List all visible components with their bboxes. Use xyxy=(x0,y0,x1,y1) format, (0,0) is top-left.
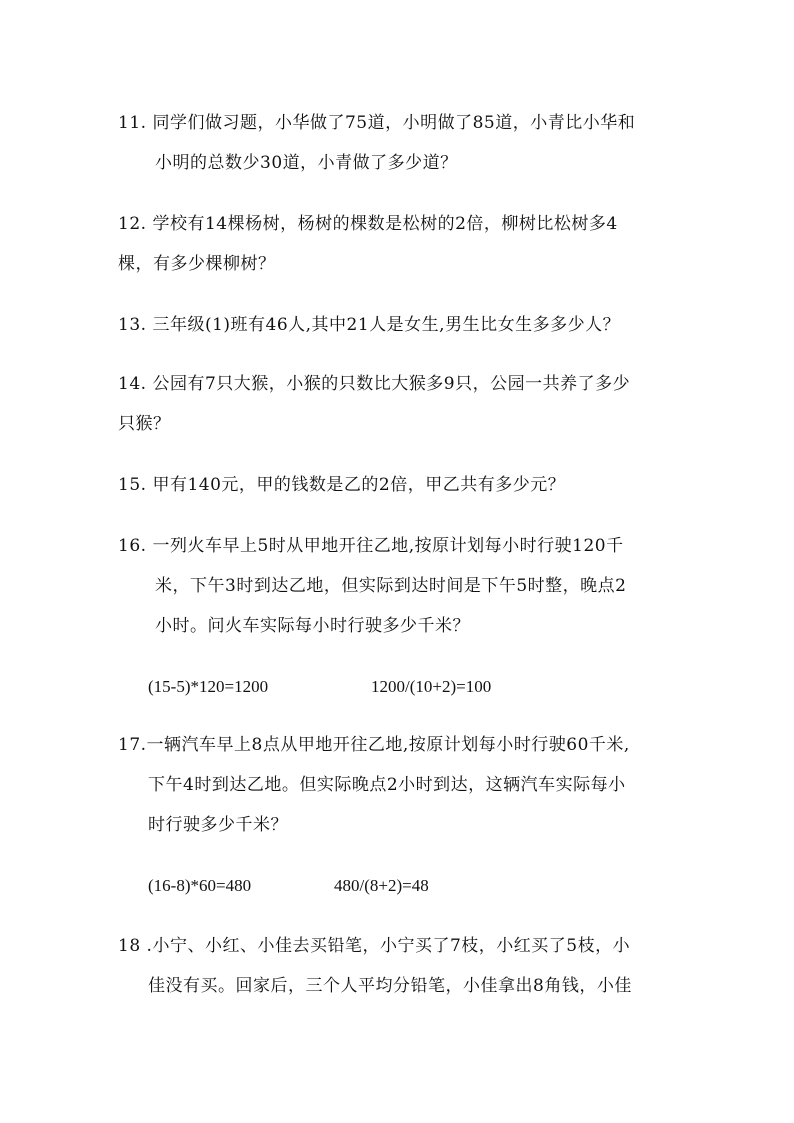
problem-18-line-2: 佳没有买。回家后，三个人平均分铅笔，小佳拿出8角钱，小佳 xyxy=(148,976,632,996)
problem-11-line-1: 11. 同学们做习题，小华做了75道，小明做了85道，小青比小华和 xyxy=(118,113,636,133)
problem-16-line-3: 小时。问火车实际每小时行驶多少千米？ xyxy=(155,616,470,636)
problem-17-line-1: 17.一辆汽车早上8点从甲地开往乙地,按原计划每小时行驶60千米, xyxy=(118,735,630,755)
problem-17-formula-1: (16-8)*60=480 xyxy=(148,876,252,895)
problem-14-line-2: 只猴？ xyxy=(118,414,171,434)
problem-16-line-1: 16. 一列火车早上5时从甲地开往乙地,按原计划每小时行驶120千 xyxy=(118,536,624,556)
problem-12-line-2: 棵，有多少棵柳树？ xyxy=(118,254,276,274)
problem-16-formula-1: (15-5)*120=1200 xyxy=(148,677,269,696)
problem-17-line-3: 时行驶多少千米？ xyxy=(148,815,288,835)
problem-16-formula-2: 1200/(10+2)=100 xyxy=(371,677,492,696)
problem-12-line-1: 12. 学校有14棵杨树，杨树的棵数是松树的2倍，柳树比松树多4 xyxy=(118,214,618,234)
problem-17-line-2: 下午4时到达乙地。但实际晚点2小时到达，这辆汽车实际每小 xyxy=(148,775,626,795)
problem-16-line-2: 米，下午3时到达乙地，但实际到达时间是下午5时整，晚点2 xyxy=(155,576,627,596)
problem-13-line-1: 13. 三年级(1)班有46人,其中21人是女生,男生比女生多多少人？ xyxy=(118,315,621,335)
problem-15-line-1: 15. 甲有140元，甲的钱数是乙的2倍，甲乙共有多少元？ xyxy=(118,475,566,495)
problem-17-formula-2: 480/(8+2)=48 xyxy=(334,876,429,895)
problem-11-line-2: 小明的总数少30道，小青做了多少道？ xyxy=(155,153,458,173)
problem-18-line-1: 18 .小宁、小红、小佳去买铅笔，小宁买了7枝，小红买了5枝，小 xyxy=(118,936,631,956)
problem-14-line-1: 14. 公园有7只大猴，小猴的只数比大猴多9只，公园一共养了多少 xyxy=(118,374,631,394)
